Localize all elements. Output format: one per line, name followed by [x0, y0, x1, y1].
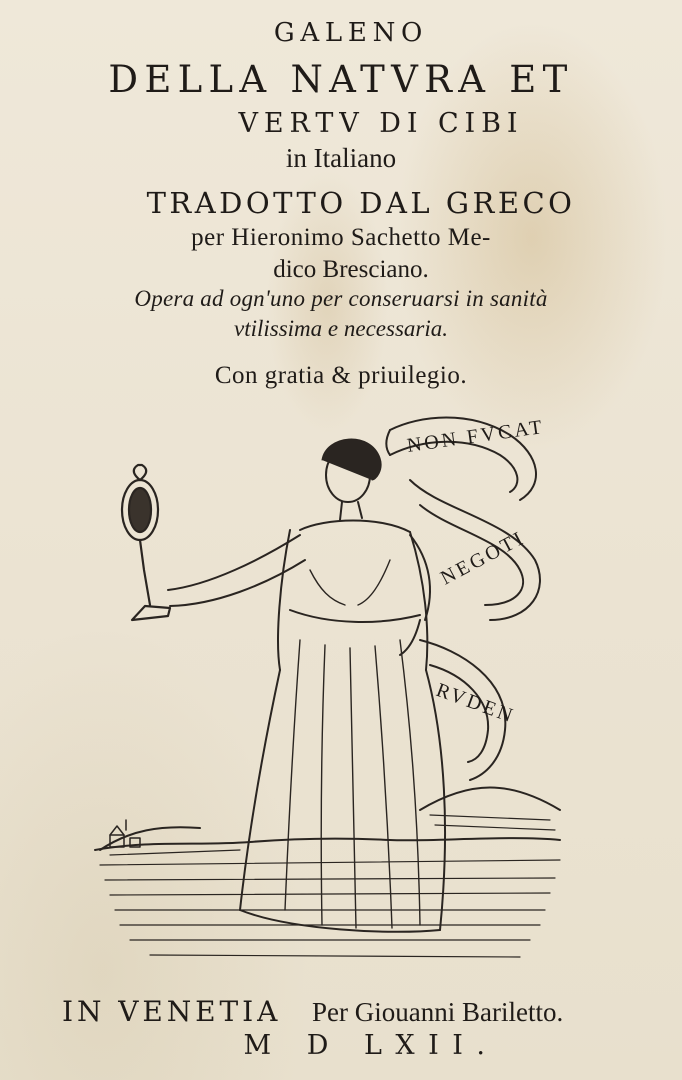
imprint-printer: Per Giouanni Bariletto.	[312, 997, 564, 1027]
hatch-ground	[100, 815, 560, 957]
translator-line-1: per Hieronimo Sachetto Me-	[191, 224, 491, 251]
imprint-year: M D LXII.	[243, 1030, 499, 1061]
hill-right	[420, 788, 560, 811]
translation-line: TRADOTTO DAL GRECO	[146, 186, 576, 220]
banner-text-3: RVDEN	[433, 679, 519, 728]
subtitle-line-1: Opera ad ogn'uno per conseruarsi in sanità	[134, 286, 548, 311]
imprint-place: IN VENETIA	[62, 995, 282, 1028]
title-line-2: VERTV DI CIBI	[238, 108, 524, 139]
privilege-line: Con gratia & priuilegio.	[214, 362, 468, 389]
mirror	[122, 465, 170, 620]
ground-line	[95, 838, 560, 850]
woodcut-illustration	[90, 410, 580, 980]
female-figure	[168, 439, 445, 932]
banner-text-1: NON FVCAT	[405, 415, 547, 457]
translator-line-2: dico Bresciano.	[273, 256, 429, 283]
subtitle-line-2: vtilissima e necessaria.	[234, 316, 448, 341]
language-line: in Italiano	[285, 143, 397, 173]
title-line-1: DELLA NATVRA ET	[108, 58, 574, 101]
banner-text-2: NEGOTI	[437, 526, 529, 590]
author-heading: GALENO	[273, 18, 429, 48]
